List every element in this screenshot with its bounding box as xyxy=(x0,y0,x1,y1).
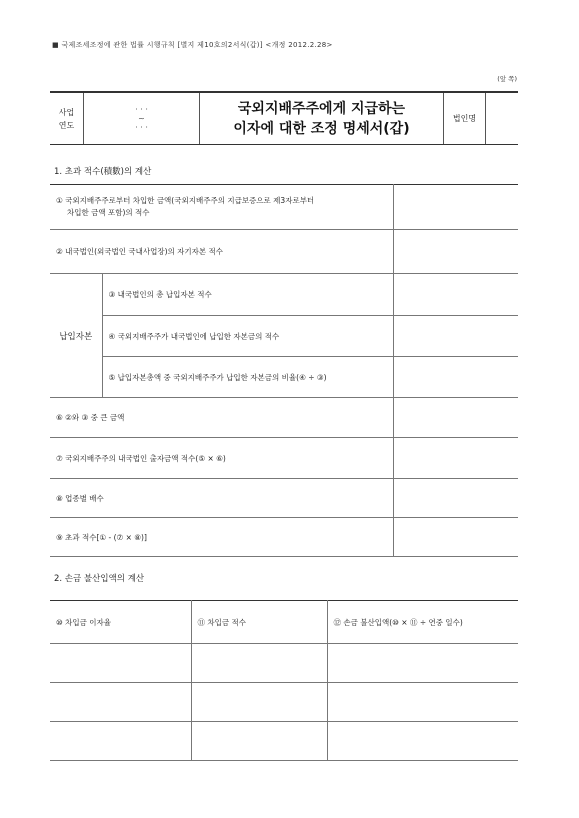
row4-label: ④ 국외지배주주가 내국법인에 납입한 자본금의 적수 xyxy=(102,316,393,357)
business-year-period-field[interactable] xyxy=(84,93,200,144)
borrowing-accumulation-field[interactable] xyxy=(191,644,327,683)
non-deductible-table xyxy=(50,600,518,761)
row1-value-field[interactable] xyxy=(393,185,518,230)
table-row xyxy=(50,316,518,357)
business-year-label-line2: 연도 xyxy=(58,120,75,130)
borrowing-accumulation-field[interactable] xyxy=(191,722,327,761)
row9-value-field[interactable] xyxy=(393,518,518,557)
row4-value-field[interactable] xyxy=(393,316,518,357)
title-box xyxy=(50,91,518,145)
excess-accumulation-table xyxy=(50,184,518,557)
form-title-line1: 국외지배주주에게 지급하는 xyxy=(237,100,406,117)
table-row xyxy=(50,398,518,438)
row1-label-line1: ① 국외지배주주로부터 차입한 금액(국외지배주주의 지급보증으로 제3자로부터 xyxy=(56,196,315,205)
col-header-non-deductible-amount: ⑫ 손금 불산입액(⑩ × ⑪ ÷ 연중 일수) xyxy=(327,601,518,644)
interest-rate-field[interactable] xyxy=(50,644,191,683)
period-separator: ~ xyxy=(138,114,145,123)
row5-value-field[interactable] xyxy=(393,357,518,398)
corporation-name-field[interactable] xyxy=(486,93,518,144)
col-header-borrowing-accumulation: ⑪ 차입금 적수 xyxy=(191,601,327,644)
table-row xyxy=(50,683,518,722)
table-row xyxy=(50,518,518,557)
table-row xyxy=(50,438,518,479)
table-row xyxy=(50,185,518,230)
page-side-label: (앞 쪽) xyxy=(497,75,517,83)
row8-value-field[interactable] xyxy=(393,479,518,518)
section2-title: 2. 손금 불산입액의 계산 xyxy=(54,574,145,584)
business-year-label xyxy=(50,93,84,144)
form-title xyxy=(200,93,444,144)
row1-label-line2: 차입한 금액 포함)의 적수 xyxy=(67,208,150,217)
row7-label: ⑦ 국외지배주주의 내국법인 출자금액 적수(⑤ × ⑥) xyxy=(50,438,393,479)
table-row xyxy=(50,230,518,274)
col-header-interest-rate: ⑩ 차입금 이자율 xyxy=(50,601,191,644)
form-reference-note: ■ 국제조세조정에 관한 법률 시행규칙 [별지 제10호의2서식(갑)] <개정 2012.2.28> xyxy=(52,41,333,49)
table-row xyxy=(50,479,518,518)
table-header-row xyxy=(50,601,518,644)
non-deductible-amount-field[interactable] xyxy=(327,644,518,683)
business-year-label-line1: 사업 xyxy=(58,107,75,117)
corporation-name-label: 법인명 xyxy=(444,93,486,144)
non-deductible-amount-field[interactable] xyxy=(327,722,518,761)
row9-label: ⑨ 초과 적수[① - (⑦ × ⑧)] xyxy=(50,518,393,557)
table-row xyxy=(50,644,518,683)
section1-title: 1. 초과 적수(積數)의 계산 xyxy=(54,167,152,177)
row8-label: ⑧ 업종별 배수 xyxy=(50,479,393,518)
table-row xyxy=(50,722,518,761)
paid-in-capital-label: 납입자본 xyxy=(50,274,102,398)
row2-label: ② 내국법인(외국법인 국내사업장)의 자기자본 적수 xyxy=(50,230,393,274)
non-deductible-amount-field[interactable] xyxy=(327,683,518,722)
row3-value-field[interactable] xyxy=(393,274,518,316)
table-row xyxy=(50,357,518,398)
row7-value-field[interactable] xyxy=(393,438,518,479)
row6-value-field[interactable] xyxy=(393,398,518,438)
period-end: · · · xyxy=(135,123,148,132)
row6-label: ⑥ ②와 ③ 중 큰 금액 xyxy=(50,398,393,438)
table-row xyxy=(50,274,518,316)
interest-rate-field[interactable] xyxy=(50,683,191,722)
form-title-line2: 이자에 대한 조정 명세서(갑) xyxy=(233,120,410,137)
period-start: · · · xyxy=(135,105,148,114)
row1-label xyxy=(50,185,393,230)
row3-label: ③ 내국법인의 총 납입자본 적수 xyxy=(102,274,393,316)
interest-rate-field[interactable] xyxy=(50,722,191,761)
row2-value-field[interactable] xyxy=(393,230,518,274)
borrowing-accumulation-field[interactable] xyxy=(191,683,327,722)
row5-label: ⑤ 납입자본총액 중 국외지배주주가 납입한 자본금의 비율(④ ÷ ③) xyxy=(102,357,393,398)
